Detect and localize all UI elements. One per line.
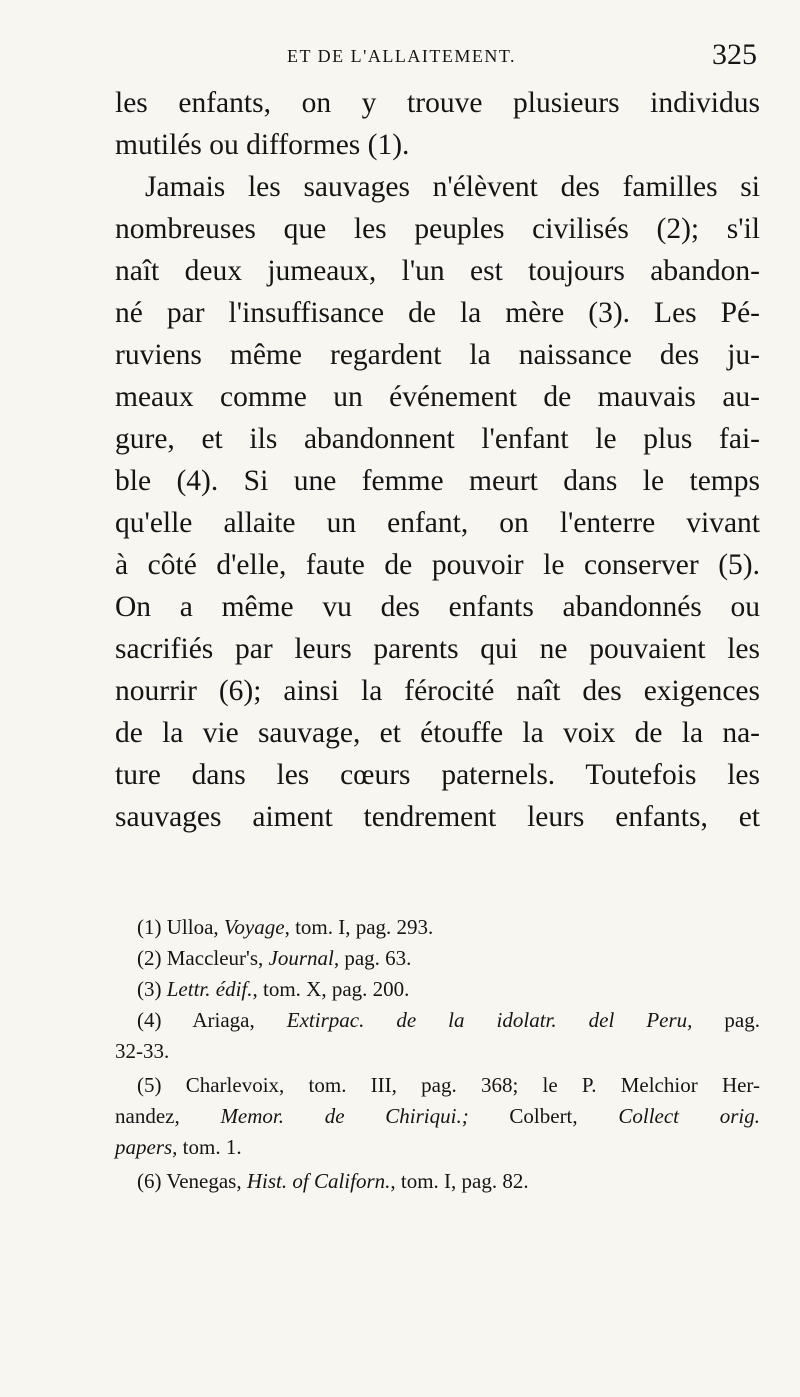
text-line: mutilés ou difformes (1). xyxy=(115,129,410,161)
footnote-title: Collect orig. xyxy=(618,1104,760,1128)
running-head xyxy=(112,38,757,78)
footnote-title: Hist. of Californ. xyxy=(246,1169,391,1193)
footnote-3 xyxy=(115,974,760,1005)
footnote-author: Ulloa, xyxy=(166,915,224,939)
footnotes xyxy=(115,912,760,1197)
body-text xyxy=(115,82,760,838)
footnote-continuation: 32-33. xyxy=(115,1039,170,1063)
footnote-mark: (1) xyxy=(137,915,162,939)
text-line: gure, et ils abandonnent l'enfant le plus fai- xyxy=(115,423,760,455)
text-line: les enfants, on y trouve plusieurs individus xyxy=(115,87,760,119)
text-line: ture dans les cœurs paternels. Toutefois les xyxy=(115,759,760,791)
footnote-author: Maccleur's, xyxy=(166,946,269,970)
footnote-mark: (5) xyxy=(137,1073,162,1097)
text-line: qu'elle allaite un enfant, on l'enterre vivant xyxy=(115,507,760,539)
text-line: ble (4). Si une femme meurt dans le temps xyxy=(115,465,760,497)
footnote-title: Extirpac. de la idolatr. del Peru, xyxy=(286,1008,693,1032)
footnote-rest: , tom. I, pag. 293. xyxy=(284,915,434,939)
text-line: de la vie sauvage, et étouffe la voix de la na- xyxy=(115,717,760,749)
footnote-rest: pag. xyxy=(692,1008,760,1032)
footnote-title: Journal, xyxy=(268,946,340,970)
footnote-rest: , tom. X, pag. 200. xyxy=(252,977,410,1001)
text-line: sacrifiés par leurs parents qui ne pouvaient les xyxy=(115,633,760,665)
footnote-text: tom. 1. xyxy=(177,1135,242,1159)
footnote-title: Voyage xyxy=(223,915,285,939)
text-line: nourrir (6); ainsi la férocité naît des exigences xyxy=(115,675,760,707)
footnote-rest: , tom. I, pag. 82. xyxy=(390,1169,529,1193)
footnote-title: Lettr. édif. xyxy=(166,977,253,1001)
footnote-title: papers, xyxy=(115,1135,178,1159)
text-line: Jamais les sauvages n'élèvent des familles si xyxy=(145,171,760,203)
footnote-text: Charlevoix, tom. III, pag. 368; le P. Melchior Her- xyxy=(185,1073,760,1097)
text-line: nombreuses que les peuples civilisés (2); s'il xyxy=(115,213,760,245)
footnote-title: Memor. de Chiriqui.; xyxy=(220,1104,469,1128)
running-title: ET DE L'ALLAITEMENT. xyxy=(287,46,517,66)
footnote-mark: (2) xyxy=(137,946,162,970)
footnote-mark: (3) xyxy=(137,977,162,1001)
text-line: sauvages aiment tendrement leurs enfants, et xyxy=(115,801,760,833)
text-line: On a même vu des enfants abandonnés ou xyxy=(115,591,760,623)
text-line: né par l'insuffisance de la mère (3). Les Pé- xyxy=(115,297,760,329)
text-line: à côté d'elle, faute de pouvoir le conserver (5). xyxy=(115,549,760,581)
footnote-6 xyxy=(115,1166,760,1197)
page-number: 325 xyxy=(712,38,757,71)
footnote-mark: (4) xyxy=(137,1008,162,1032)
footnote-1 xyxy=(115,912,760,943)
footnote-author: Venegas, xyxy=(166,1169,247,1193)
footnote-text: Colbert, xyxy=(468,1104,619,1128)
footnote-mark: (6) xyxy=(137,1169,162,1193)
text-line: meaux comme un événement de mauvais au- xyxy=(115,381,760,413)
footnote-rest: pag. 63. xyxy=(339,946,412,970)
footnote-author: Ariaga, xyxy=(192,1008,287,1032)
footnote-5 xyxy=(115,1070,760,1163)
text-line: naît deux jumeaux, l'un est toujours abandon- xyxy=(115,255,760,287)
footnote-2 xyxy=(115,943,760,974)
footnote-text: nandez, xyxy=(115,1104,221,1128)
footnote-4 xyxy=(115,1005,760,1067)
text-line: ruviens même regardent la naissance des ju- xyxy=(115,339,760,371)
